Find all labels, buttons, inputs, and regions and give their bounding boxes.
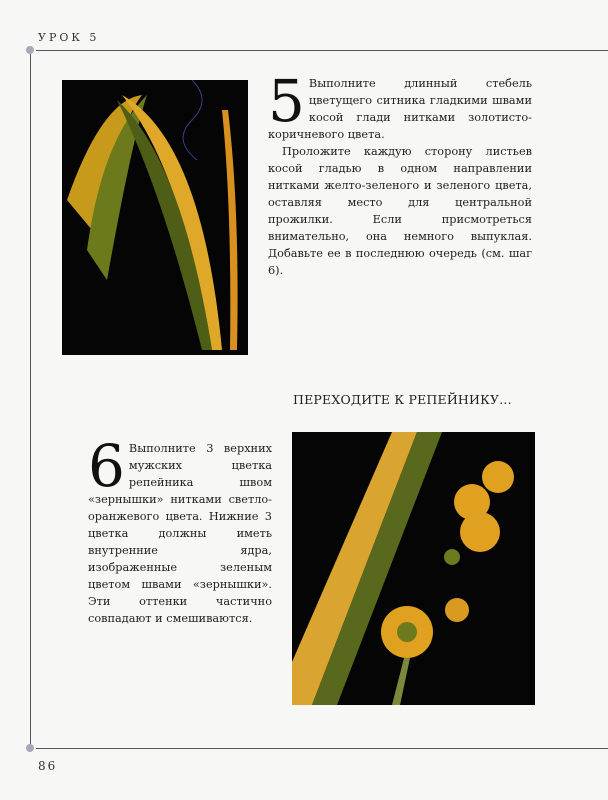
embroidery-photo-burdock: [292, 432, 535, 705]
step-5-lead: Выполните длинный стебель цветущего ситника гладкими швами косой глади нитками золотисто-коричневого цвета.: [268, 77, 532, 141]
step-6-body: Выполните 3 верхних мужских цветка репейника швом «зернышки» нитками светло-оранжевого цвета. Нижние 3 цветка должны иметь внутренние ядра, изображенные зеленым цветом швами «зернышки». Эти оттенки частично совпадают и смешиваются.: [88, 442, 272, 625]
step-6-number: 6: [88, 432, 125, 500]
step-5-text: [268, 67, 532, 279]
footer-bullet-dot: [26, 744, 34, 752]
section-heading: ПЕРЕХОДИТЕ К РЕПЕЙНИКУ...: [293, 392, 512, 407]
header-bullet-dot: [26, 46, 34, 54]
margin-rule: [30, 54, 31, 744]
step-5-number: 5: [268, 67, 305, 135]
step-5-body: Проложите каждую сторону листьев косой гладью в одном направлении нитками желто-зеленого и зеленого цвета, оставляя место для центральной прожилки. Если присмотреться внимательно, она немного выпуклая. Добавьте ее в последнюю очередь (см. шаг 6).: [268, 145, 532, 277]
embroidery-photo-stem: [62, 80, 248, 355]
footer-rule: [36, 748, 608, 749]
step-6-text: [88, 432, 272, 627]
header-rule: [36, 50, 608, 51]
page-number: 86: [38, 759, 58, 773]
lesson-header: УРОК 5: [38, 31, 100, 44]
